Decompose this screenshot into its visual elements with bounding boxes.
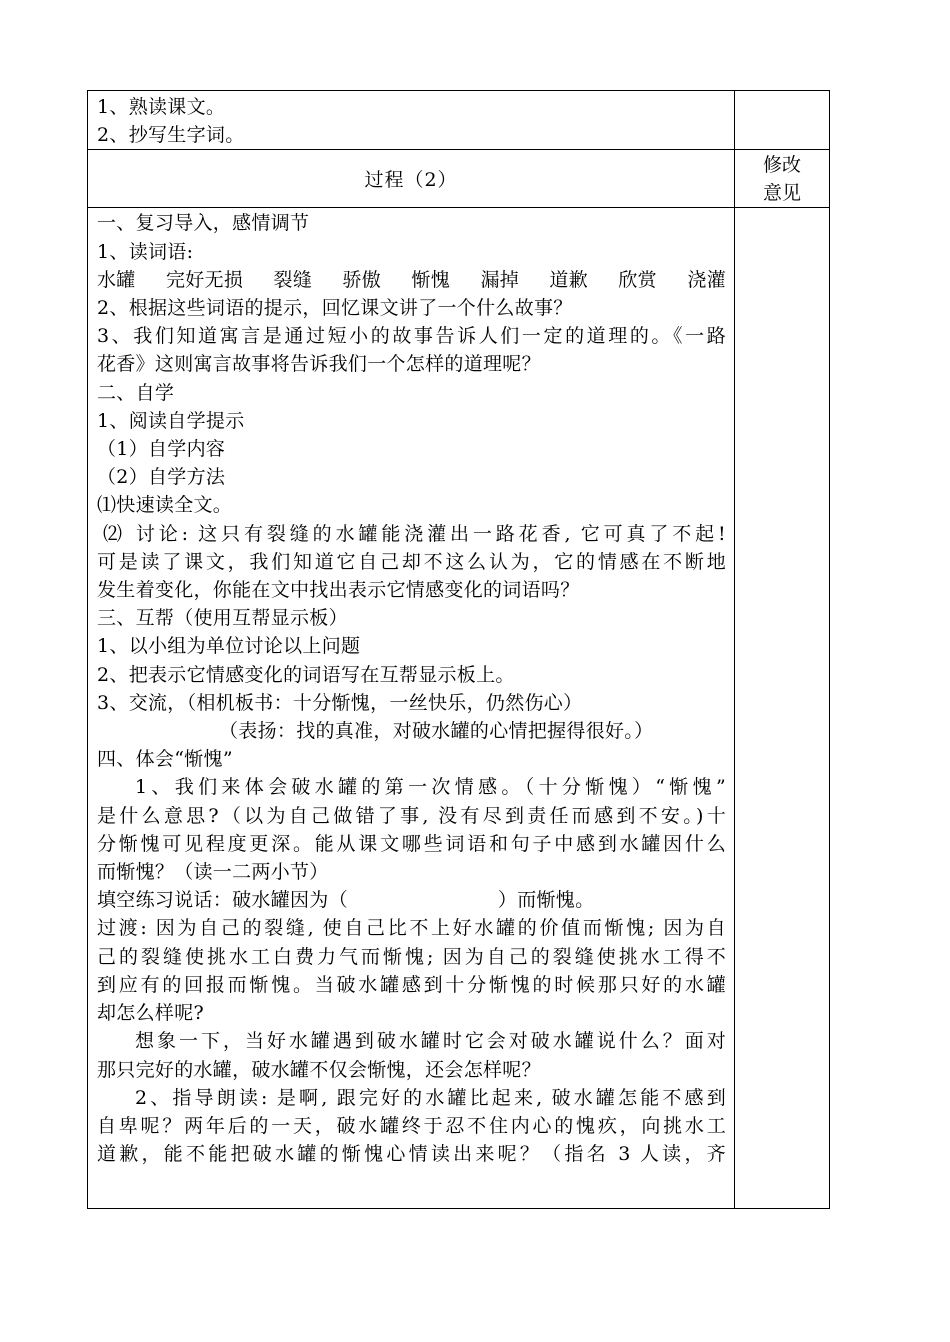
section-4-para-1d: 而惭愧？（读一二两小节） — [97, 861, 329, 884]
section-1-title: 一、复习导入，感情调节 — [97, 212, 310, 235]
content-revision-cell — [735, 208, 830, 1209]
revision-label-line-1: 修改 — [762, 154, 801, 177]
section-2-title: 二、自学 — [97, 381, 175, 404]
section-4-transition-c: 到应有的回报而惭愧。当破水罐感到十分惭愧的时候那只好的水罐 — [97, 973, 726, 996]
section-1-item-1: 1、读词语: — [97, 240, 194, 263]
vocab-word: 水罐 — [97, 268, 136, 291]
fill-text-start: 填空练习说话：破水罐因为（ — [97, 889, 348, 912]
vocab-word: 惭愧 — [411, 268, 451, 291]
revision-header-cell — [735, 150, 830, 208]
section-4-transition-a: 过渡: 因为自己的裂缝, 使自己比不上好水罐的价值而惭愧; 因为自 — [97, 917, 726, 940]
section-4-para-2c: 道歉，能不能把破水罐的惭愧心情读出来呢？（指名 3 人读，齐 — [97, 1143, 726, 1166]
section-2-method-2b: 可是读了课文，我们知道它自己却不这么认为，它的情感在不断地 — [97, 550, 726, 573]
vocab-word: 漏掉 — [480, 268, 520, 291]
section-2-method-2a: ⑵ 讨论: 这只有裂缝的水罐能浇灌出一路花香, 它可真了不起! — [103, 522, 726, 545]
section-2-method-1: ⑴快速读全文。 — [97, 494, 233, 517]
section-1-item-3b: 花香》这则寓言故事将告诉我们一个怎样的道理呢？ — [97, 353, 541, 376]
section-3-item-1: 1、以小组为单位讨论以上问题 — [97, 635, 361, 658]
section-3-title: 三、互帮（使用互帮显示板） — [97, 607, 348, 630]
top-row — [88, 91, 830, 150]
process-header-row — [88, 150, 830, 208]
top-section-cell — [88, 91, 735, 150]
vocab-word: 浇灌 — [687, 268, 726, 291]
section-4-para-1b: 是什么意思?（以为自己做错了事, 没有尽到责任而感到不安。)十 — [97, 804, 726, 827]
process-content-cell — [88, 208, 735, 1209]
section-4-transition-b: 己的裂缝使挑水工白费力气而惭愧; 因为自己的裂缝使挑水工得不 — [97, 945, 726, 968]
vocab-word: 欣赏 — [618, 268, 657, 291]
process-title: 过程（2） — [364, 169, 458, 192]
section-4-para-2a: 2、指导朗读: 是啊, 跟完好的水罐比起来, 破水罐怎能不感到 — [135, 1086, 726, 1109]
section-4-fill-exercise — [97, 886, 726, 914]
lesson-plan-table — [87, 90, 830, 1209]
section-1-item-2: 2、根据这些词语的提示，回忆课文讲了一个什么故事？ — [97, 297, 573, 320]
section-1-item-3a: 3、我们知道寓言是通过短小的故事告诉人们一定的道理的。《一路 — [97, 325, 726, 348]
section-4-imagine-b: 那只完好的水罐，破水罐不仅会惭愧，还会怎样呢？ — [97, 1058, 541, 1081]
vocab-word: 完好无损 — [165, 268, 244, 291]
process-title-cell — [88, 150, 735, 208]
top-revision-cell — [735, 91, 830, 150]
section-4-transition-d: 却怎么样呢? — [97, 1002, 204, 1025]
section-3-item-2: 2、把表示它情感变化的词语写在互帮显示板上。 — [97, 663, 515, 686]
section-2-item-1: 1、阅读自学提示 — [97, 409, 245, 432]
vocab-word: 道歉 — [549, 268, 589, 291]
top-line-1: 1、熟读课文。 — [97, 96, 226, 118]
process-content-row — [88, 208, 830, 1209]
section-3-praise: （表扬：找的真准，对破水罐的心情把握得很好。） — [219, 720, 654, 743]
section-4-para-1c: 分惭愧可见程度更深。能从课文哪些词语和句子中感到水罐因什么 — [97, 832, 726, 855]
top-line-2: 2、抄写生字词。 — [97, 124, 245, 147]
section-4-para-1a: 1、我们来体会破水罐的第一次情感。（十分惭愧）“惭愧” — [135, 776, 726, 799]
fill-text-end: ）而惭愧。 — [497, 889, 595, 912]
vocab-word: 骄傲 — [342, 268, 382, 291]
vocab-word: 裂缝 — [273, 268, 313, 291]
revision-label-line-2: 意见 — [762, 182, 801, 205]
section-3-item-3: 3、交流，（相机板书：十分惭愧，一丝快乐，仍然伤心） — [97, 691, 583, 714]
section-4-title: 四、体会“惭愧” — [97, 748, 233, 771]
section-4-para-2b: 自卑呢？两年后的一天，破水罐终于忍不住内心的愧疚，向挑水工 — [97, 1114, 726, 1137]
section-2-sub-2: （2）自学方法 — [97, 466, 226, 489]
section-2-method-2c: 发生着变化，你能在文中找出表示它情感变化的词语吗？ — [97, 579, 580, 602]
vocabulary-list — [97, 266, 726, 294]
section-4-imagine-a: 想象一下，当好水罐遇到破水罐时它会对破水罐说什么？面对 — [135, 1030, 726, 1053]
section-2-sub-1: （1）自学内容 — [97, 438, 226, 461]
